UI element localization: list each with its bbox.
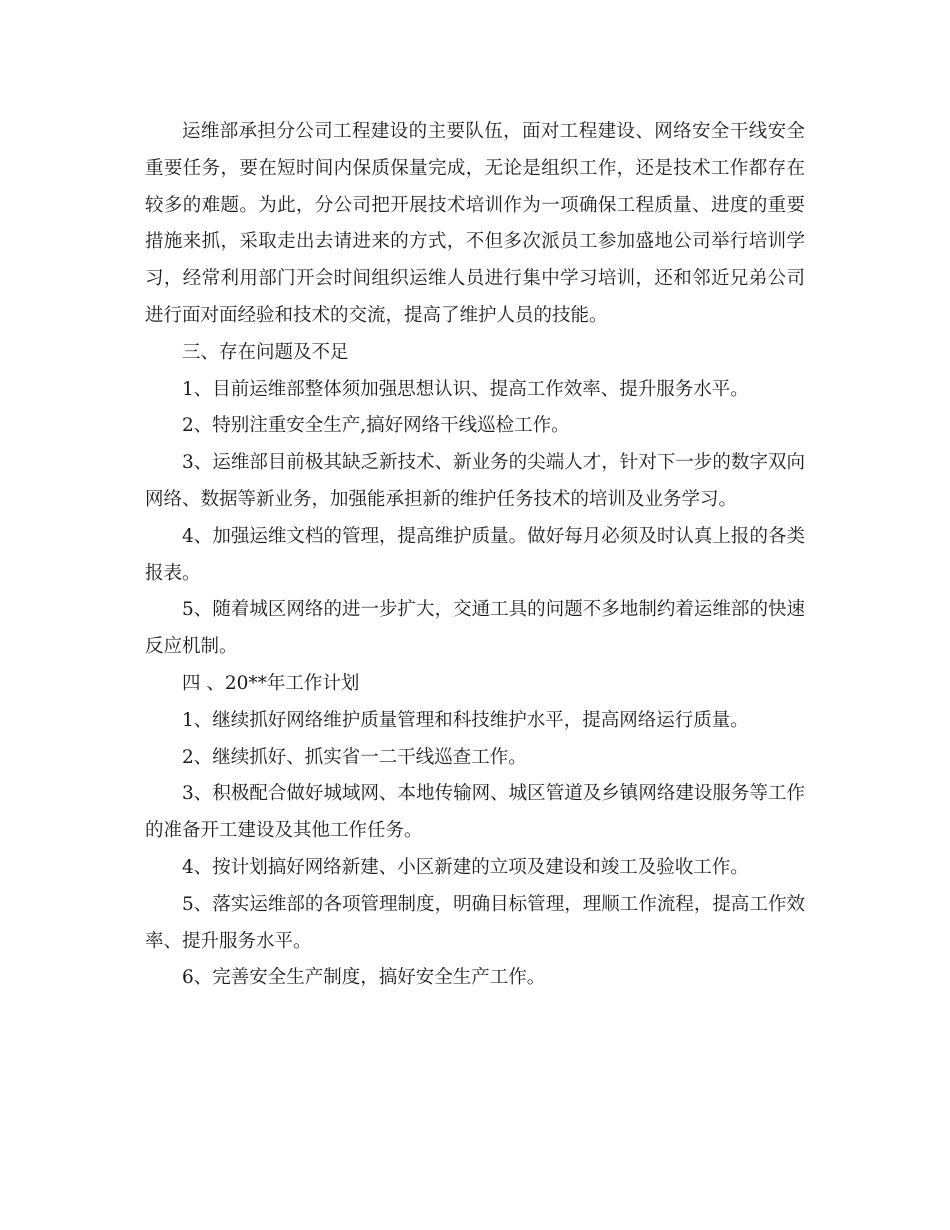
paragraph-training: 运维部承担分公司工程建设的主要队伍，面对工程建设、网络安全干线安全重要任务，要在短时间内保质保量完成，无论是组织工作，还是技术工作都存在较多的难题。为此，分公司把开展技术培训作为一项确保工程质量、进度的重要措施来抓，采取走出去请进来的方式，不但多次派员工参加盛地公司举行培训学习，经常利用部门开会时间组织运维人员进行集中学习培训，还和邻近兄弟公司进行面对面经验和技术的交流，提高了维护人员的技能。 xyxy=(145,121,805,326)
section-heading-plan: 四 、20**年工作计划 xyxy=(182,672,360,694)
problem-item-5: 5、随着城区网络的进一步扩大，交通工具的问题不多地制约着运维部的快速反应机制。 xyxy=(145,599,805,658)
problem-item-3: 3、运维部目前极其缺乏新技术、新业务的尖端人才，针对下一步的数字双向网络、数据等新业务，加强能承担新的维护任务技术的培训及业务学习。 xyxy=(145,452,805,510)
plan-item-2: 2、继续抓好、抓实省一二干线巡查工作。 xyxy=(182,746,527,768)
problem-item-4: 4、加强运维文档的管理，提高维护质量。做好每月必须及时认真上报的各类报表。 xyxy=(145,525,805,584)
section-heading-problems: 三、存在问题及不足 xyxy=(182,341,349,363)
plan-item-6: 6、完善安全生产制度，搞好安全生产工作。 xyxy=(182,967,546,989)
problem-item-1: 1、目前运维部整体须加强思想认识、提高工作效率、提升服务水平。 xyxy=(182,378,749,400)
plan-item-5: 5、落实运维部的各项管理制度，明确目标管理，理顺工作流程，提高工作效率、提升服务水平。 xyxy=(145,893,805,952)
document-body xyxy=(145,114,805,997)
problem-item-2: 2、特别注重安全生产,搞好网络干线巡检工作。 xyxy=(182,415,570,437)
plan-item-3: 3、积极配合做好城域网、本地传输网、城区管道及乡镇网络建设服务等工作的准备开工建设及其他工作任务。 xyxy=(145,783,805,842)
plan-item-4: 4、按计划搞好网络新建、小区新建的立项及建设和竣工及验收工作。 xyxy=(182,856,749,878)
plan-item-1: 1、继续抓好网络维护质量管理和科技维护水平，提高网络运行质量。 xyxy=(182,709,749,731)
